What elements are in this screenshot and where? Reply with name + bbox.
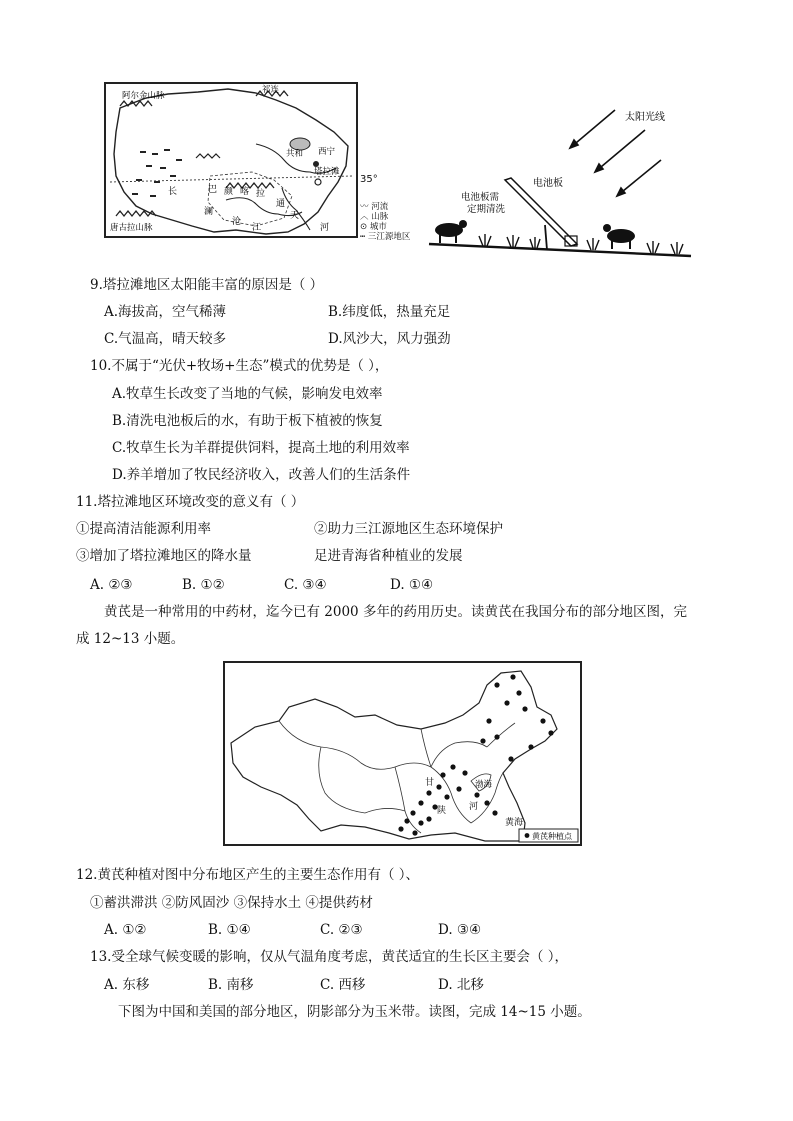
q11-option-c: C. ③④ — [284, 577, 327, 593]
label-he: 河 — [469, 802, 479, 812]
ground-line — [429, 244, 691, 256]
q12-stem: 12.黄芪种植对图中分布地区产生的主要生态作用有（ ）、 — [76, 867, 420, 883]
q10-option-d: D.养羊增加了牧民经济收入，改善人们的生活条件 — [112, 467, 411, 483]
q11-statement-1: ①提高清洁能源利用率 — [76, 521, 211, 537]
label-ka: 喀 — [240, 187, 250, 197]
q9-option-b: B.纬度低，热量充足 — [328, 304, 451, 320]
qinghai-map-drawing — [106, 84, 356, 236]
label-gonghe: 共和 — [286, 149, 304, 159]
river-legend-icon: 〰 — [360, 202, 369, 212]
q9-option-c: C.气温高，晴天较多 — [104, 331, 227, 347]
latitude-label: 35° — [360, 174, 378, 185]
label-cang: 沧 — [232, 217, 242, 227]
q10-option-b: B.清洗电池板后的水，有助于板下植被的恢复 — [112, 413, 383, 429]
label-qilian: 祁连 — [262, 85, 280, 95]
q10-stem: 10.不属于“光伏+牧场+生态”模式的优势是（ ）， — [90, 358, 389, 374]
label-gan: 甘 — [425, 778, 435, 788]
label-altun: 阿尔金山脉 — [122, 91, 165, 101]
q11-stem: 11.塔拉滩地区环境改变的意义有（ ） — [76, 494, 305, 510]
q13-option-a: A. 东移 — [104, 977, 150, 993]
legend-mountain: ︿ 山脉 — [360, 212, 389, 222]
q13-option-b: B. 南移 — [208, 977, 254, 993]
q12-options-line: ①蓄洪滞洪 ②防风固沙 ③保持水土 ④提供药材 — [90, 895, 373, 911]
clean-label-2: 定期清洗 — [467, 204, 506, 215]
q11-statement-3: ③增加了塔拉滩地区的降水量 — [76, 548, 252, 564]
label-lan: 澜 — [204, 207, 214, 217]
q9-option-a: A.海拔高，空气稀薄 — [104, 304, 227, 320]
label-jiang: 江 — [252, 223, 262, 233]
legend-river: 〰 河流 — [360, 202, 389, 212]
q13-option-c: C. 西移 — [320, 977, 366, 993]
intro-14: 下图为中国和美国的部分地区，阴影部分为玉米带。读图，完成 14~15 小题。 — [118, 1004, 591, 1020]
label-bohai: 渤海 — [475, 780, 493, 790]
q12-option-d: D. ③④ — [438, 922, 482, 938]
legend-point-icon — [525, 833, 530, 838]
label-huanghai: 黄海 — [505, 818, 524, 828]
intro-12-line1: 黄芪是一种常用的中药材，迄今已有 2000 多年的药用历史。读黄芪在我国分布的部分地区图，完 — [104, 604, 687, 620]
label-talatan: 塔拉滩 — [314, 167, 340, 177]
clean-label-1: 电池板需 — [461, 192, 500, 203]
label-river: 河 — [320, 223, 330, 233]
q9-stem: 9.塔拉滩地区太阳能丰富的原因是（ ） — [90, 277, 324, 293]
china-huangqi-map — [223, 661, 582, 846]
label-tong: 通 — [276, 199, 286, 209]
qinghai-map — [104, 82, 358, 238]
sheep-right — [603, 224, 635, 249]
label-tian: 天 — [290, 211, 300, 221]
label-xining: 西宁 — [318, 147, 336, 157]
intro-12-line2: 成 12~13 小题。 — [76, 631, 185, 647]
label-la: 拉 — [256, 189, 266, 199]
q11-option-d: D. ①④ — [390, 577, 434, 593]
region-legend-icon: ┅ — [360, 232, 366, 242]
q11-option-b: B. ①② — [182, 577, 225, 593]
q9-option-d: D.风沙大，风力强劲 — [328, 331, 451, 347]
china-map-drawing — [225, 663, 580, 844]
q12-option-a: A. ①② — [104, 922, 147, 938]
label-ba: 巴 — [208, 185, 218, 195]
sheep-left — [435, 220, 467, 243]
q11-option-a: A. ②③ — [90, 577, 133, 593]
qinghai-legend — [360, 202, 430, 242]
solar-panel-illustration — [425, 100, 695, 260]
q11-statement-2: ②助力三江源地区生态环境保护 — [314, 521, 503, 537]
q10-option-c: C.牧草生长为羊群提供饲料，提高土地的利用效率 — [112, 440, 410, 456]
q12-option-c: C. ②③ — [320, 922, 363, 938]
legend-city: ⊙ 城市 — [360, 222, 387, 232]
label-shan: 陕 — [437, 806, 447, 816]
q10-option-a: A.牧草生长改变了当地的气候，影响发电效率 — [112, 386, 383, 402]
q12-option-b: B. ①④ — [208, 922, 251, 938]
legend-sanjiangyuan: ┅ 三江源地区 — [360, 232, 411, 242]
q13-stem: 13.受全球气候变暖的影响，仅从气温角度考虑，黄芪适宜的生长区主要会（ ）， — [90, 949, 569, 965]
city-legend-icon: ⊙ — [360, 222, 368, 232]
label-yan: 颜 — [224, 187, 234, 197]
q13-option-d: D. 北移 — [438, 977, 484, 993]
label-tanggula: 唐古拉山脉 — [110, 223, 153, 233]
sunlight-label: 太阳光线 — [625, 112, 665, 123]
panel-label: 电池板 — [533, 178, 563, 189]
mountain-legend-icon: ︿ — [360, 212, 369, 222]
q11-statement-4: 足进青海省种植业的发展 — [314, 548, 463, 564]
label-chang: 长 — [168, 187, 178, 197]
legend-label: 黄芪种植点 — [532, 832, 572, 841]
